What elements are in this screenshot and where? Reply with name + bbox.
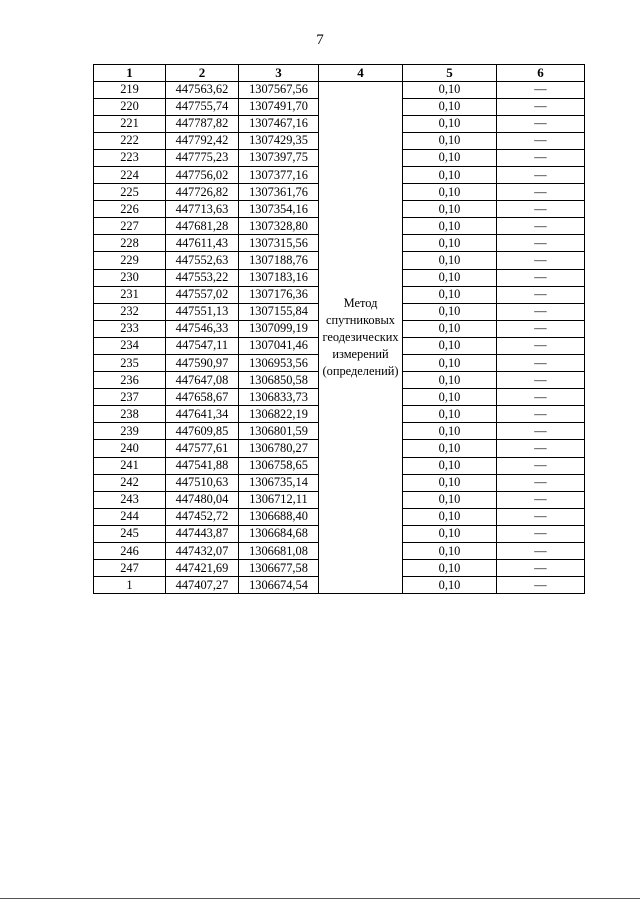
x-coordinate-cell: 447547,11 xyxy=(166,337,239,354)
accuracy-cell: 0,10 xyxy=(403,423,497,440)
accuracy-cell: 0,10 xyxy=(403,491,497,508)
point-number-cell: 238 xyxy=(94,406,166,423)
table-header xyxy=(94,65,585,82)
description-cell: — xyxy=(497,543,585,560)
x-coordinate-cell: 447443,87 xyxy=(166,525,239,542)
description-cell: — xyxy=(497,440,585,457)
y-coordinate-cell: 1306681,08 xyxy=(239,543,319,560)
x-coordinate-cell: 447658,67 xyxy=(166,389,239,406)
x-coordinate-cell: 447541,88 xyxy=(166,457,239,474)
accuracy-cell: 0,10 xyxy=(403,457,497,474)
y-coordinate-cell: 1307176,36 xyxy=(239,286,319,303)
x-coordinate-cell: 447681,28 xyxy=(166,218,239,235)
point-number-cell: 1 xyxy=(94,577,166,594)
description-cell: — xyxy=(497,337,585,354)
description-cell: — xyxy=(497,389,585,406)
y-coordinate-cell: 1307041,46 xyxy=(239,337,319,354)
description-cell: — xyxy=(497,474,585,491)
point-number-cell: 233 xyxy=(94,320,166,337)
description-cell: — xyxy=(497,132,585,149)
point-number-cell: 239 xyxy=(94,423,166,440)
y-coordinate-cell: 1306850,58 xyxy=(239,372,319,389)
header-col-3: 3 xyxy=(239,65,319,82)
x-coordinate-cell: 447510,63 xyxy=(166,474,239,491)
y-coordinate-cell: 1307155,84 xyxy=(239,303,319,320)
y-coordinate-cell: 1307567,56 xyxy=(239,81,319,98)
x-coordinate-cell: 447553,22 xyxy=(166,269,239,286)
y-coordinate-cell: 1306735,14 xyxy=(239,474,319,491)
header-col-5: 5 xyxy=(403,65,497,82)
y-coordinate-cell: 1306953,56 xyxy=(239,355,319,372)
y-coordinate-cell: 1306801,59 xyxy=(239,423,319,440)
x-coordinate-cell: 447726,82 xyxy=(166,184,239,201)
y-coordinate-cell: 1306688,40 xyxy=(239,508,319,525)
description-cell: — xyxy=(497,201,585,218)
accuracy-cell: 0,10 xyxy=(403,98,497,115)
page-bottom-rule xyxy=(0,898,640,899)
description-cell: — xyxy=(497,269,585,286)
point-number-cell: 229 xyxy=(94,252,166,269)
x-coordinate-cell: 447792,42 xyxy=(166,132,239,149)
y-coordinate-cell: 1306758,65 xyxy=(239,457,319,474)
y-coordinate-cell: 1307377,16 xyxy=(239,166,319,183)
y-coordinate-cell: 1306780,27 xyxy=(239,440,319,457)
y-coordinate-cell: 1307315,56 xyxy=(239,235,319,252)
x-coordinate-cell: 447421,69 xyxy=(166,560,239,577)
point-number-cell: 228 xyxy=(94,235,166,252)
y-coordinate-cell: 1306684,68 xyxy=(239,525,319,542)
accuracy-cell: 0,10 xyxy=(403,543,497,560)
y-coordinate-cell: 1306712,11 xyxy=(239,491,319,508)
x-coordinate-cell: 447551,13 xyxy=(166,303,239,320)
point-number-cell: 219 xyxy=(94,81,166,98)
y-coordinate-cell: 1307467,16 xyxy=(239,115,319,132)
y-coordinate-cell: 1307397,75 xyxy=(239,149,319,166)
description-cell: — xyxy=(497,525,585,542)
point-number-cell: 235 xyxy=(94,355,166,372)
accuracy-cell: 0,10 xyxy=(403,355,497,372)
point-number-cell: 231 xyxy=(94,286,166,303)
point-number-cell: 242 xyxy=(94,474,166,491)
x-coordinate-cell: 447713,63 xyxy=(166,201,239,218)
y-coordinate-cell: 1307429,35 xyxy=(239,132,319,149)
accuracy-cell: 0,10 xyxy=(403,149,497,166)
accuracy-cell: 0,10 xyxy=(403,166,497,183)
accuracy-cell: 0,10 xyxy=(403,577,497,594)
header-col-2: 2 xyxy=(166,65,239,82)
description-cell: — xyxy=(497,491,585,508)
accuracy-cell: 0,10 xyxy=(403,372,497,389)
accuracy-cell: 0,10 xyxy=(403,115,497,132)
point-number-cell: 244 xyxy=(94,508,166,525)
accuracy-cell: 0,10 xyxy=(403,525,497,542)
point-number-cell: 240 xyxy=(94,440,166,457)
x-coordinate-cell: 447480,04 xyxy=(166,491,239,508)
description-cell: — xyxy=(497,184,585,201)
description-cell: — xyxy=(497,81,585,98)
x-coordinate-cell: 447552,63 xyxy=(166,252,239,269)
point-number-cell: 246 xyxy=(94,543,166,560)
description-cell: — xyxy=(497,235,585,252)
accuracy-cell: 0,10 xyxy=(403,286,497,303)
description-cell: — xyxy=(497,423,585,440)
x-coordinate-cell: 447590,97 xyxy=(166,355,239,372)
accuracy-cell: 0,10 xyxy=(403,508,497,525)
point-number-cell: 224 xyxy=(94,166,166,183)
coordinates-table xyxy=(93,64,585,594)
description-cell: — xyxy=(497,252,585,269)
accuracy-cell: 0,10 xyxy=(403,320,497,337)
x-coordinate-cell: 447432,07 xyxy=(166,543,239,560)
point-number-cell: 234 xyxy=(94,337,166,354)
point-number-cell: 222 xyxy=(94,132,166,149)
point-number-cell: 227 xyxy=(94,218,166,235)
accuracy-cell: 0,10 xyxy=(403,303,497,320)
x-coordinate-cell: 447563,62 xyxy=(166,81,239,98)
x-coordinate-cell: 447557,02 xyxy=(166,286,239,303)
y-coordinate-cell: 1307328,80 xyxy=(239,218,319,235)
description-cell: — xyxy=(497,320,585,337)
accuracy-cell: 0,10 xyxy=(403,81,497,98)
y-coordinate-cell: 1307491,70 xyxy=(239,98,319,115)
y-coordinate-cell: 1307099,19 xyxy=(239,320,319,337)
point-number-cell: 245 xyxy=(94,525,166,542)
y-coordinate-cell: 1306822,19 xyxy=(239,406,319,423)
x-coordinate-cell: 447647,08 xyxy=(166,372,239,389)
accuracy-cell: 0,10 xyxy=(403,440,497,457)
description-cell: — xyxy=(497,98,585,115)
x-coordinate-cell: 447755,74 xyxy=(166,98,239,115)
x-coordinate-cell: 447775,23 xyxy=(166,149,239,166)
x-coordinate-cell: 447787,82 xyxy=(166,115,239,132)
y-coordinate-cell: 1307361,76 xyxy=(239,184,319,201)
accuracy-cell: 0,10 xyxy=(403,337,497,354)
x-coordinate-cell: 447609,85 xyxy=(166,423,239,440)
accuracy-cell: 0,10 xyxy=(403,252,497,269)
point-number-cell: 247 xyxy=(94,560,166,577)
point-number-cell: 236 xyxy=(94,372,166,389)
x-coordinate-cell: 447577,61 xyxy=(166,440,239,457)
page-number: 7 xyxy=(316,32,324,48)
header-col-6: 6 xyxy=(497,65,585,82)
header-col-1: 1 xyxy=(94,65,166,82)
point-number-cell: 232 xyxy=(94,303,166,320)
y-coordinate-cell: 1307188,76 xyxy=(239,252,319,269)
accuracy-cell: 0,10 xyxy=(403,406,497,423)
header-row xyxy=(94,65,585,82)
point-number-cell: 226 xyxy=(94,201,166,218)
description-cell: — xyxy=(497,560,585,577)
description-cell: — xyxy=(497,355,585,372)
accuracy-cell: 0,10 xyxy=(403,389,497,406)
description-cell: — xyxy=(497,406,585,423)
description-cell: — xyxy=(497,286,585,303)
method-cell: Метод спутниковых геодезических измерений (определений) xyxy=(319,81,403,594)
y-coordinate-cell: 1307354,16 xyxy=(239,201,319,218)
x-coordinate-cell: 447546,33 xyxy=(166,320,239,337)
x-coordinate-cell: 447452,72 xyxy=(166,508,239,525)
table-body xyxy=(94,81,585,594)
accuracy-cell: 0,10 xyxy=(403,132,497,149)
description-cell: — xyxy=(497,508,585,525)
y-coordinate-cell: 1306833,73 xyxy=(239,389,319,406)
description-cell: — xyxy=(497,115,585,132)
x-coordinate-cell: 447611,43 xyxy=(166,235,239,252)
accuracy-cell: 0,10 xyxy=(403,218,497,235)
point-number-cell: 230 xyxy=(94,269,166,286)
accuracy-cell: 0,10 xyxy=(403,269,497,286)
point-number-cell: 220 xyxy=(94,98,166,115)
description-cell: — xyxy=(497,577,585,594)
point-number-cell: 221 xyxy=(94,115,166,132)
table-row xyxy=(94,81,585,98)
description-cell: — xyxy=(497,149,585,166)
x-coordinate-cell: 447641,34 xyxy=(166,406,239,423)
point-number-cell: 223 xyxy=(94,149,166,166)
point-number-cell: 243 xyxy=(94,491,166,508)
description-cell: — xyxy=(497,303,585,320)
description-cell: — xyxy=(497,166,585,183)
accuracy-cell: 0,10 xyxy=(403,201,497,218)
point-number-cell: 225 xyxy=(94,184,166,201)
point-number-cell: 237 xyxy=(94,389,166,406)
description-cell: — xyxy=(497,372,585,389)
y-coordinate-cell: 1306677,58 xyxy=(239,560,319,577)
x-coordinate-cell: 447407,27 xyxy=(166,577,239,594)
accuracy-cell: 0,10 xyxy=(403,474,497,491)
accuracy-cell: 0,10 xyxy=(403,184,497,201)
accuracy-cell: 0,10 xyxy=(403,560,497,577)
x-coordinate-cell: 447756,02 xyxy=(166,166,239,183)
point-number-cell: 241 xyxy=(94,457,166,474)
description-cell: — xyxy=(497,218,585,235)
description-cell: — xyxy=(497,457,585,474)
header-col-4: 4 xyxy=(319,65,403,82)
accuracy-cell: 0,10 xyxy=(403,235,497,252)
y-coordinate-cell: 1307183,16 xyxy=(239,269,319,286)
y-coordinate-cell: 1306674,54 xyxy=(239,577,319,594)
